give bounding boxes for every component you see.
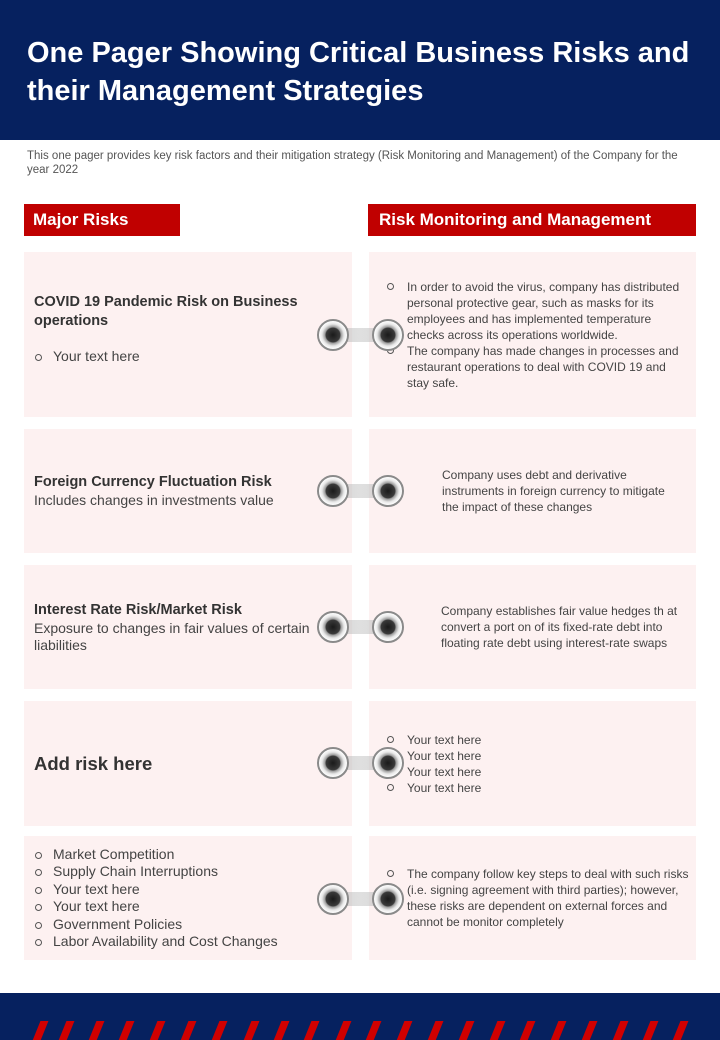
- mitigation-bullet: In order to avoid the virus, company has distributed personal protective gear, such as masks for its employees and has implemented temperature checks across its operations worldwide.: [384, 279, 682, 343]
- connector-ball-icon: [372, 883, 404, 915]
- footer-stripe: [180, 1021, 197, 1040]
- footer-stripe: [32, 1021, 49, 1040]
- connector-ball-icon: [317, 747, 349, 779]
- page-title: One Pager Showing Critical Business Risks and their Management Strategies: [27, 37, 690, 107]
- risk-card-interest-rate: [24, 565, 352, 689]
- mitigation-bullets: [384, 866, 690, 930]
- mitigation-card-other-risks: [369, 836, 696, 960]
- footer-stripe: [550, 1021, 567, 1040]
- connector-ball-icon: [372, 319, 404, 351]
- risk-monitoring-header: Risk Monitoring and Management: [368, 204, 696, 236]
- risk-bullet: Your text here: [34, 898, 338, 916]
- footer-stripe: [581, 1021, 598, 1040]
- major-risks-header: Major Risks: [24, 204, 180, 236]
- mitigation-card-covid: [369, 252, 696, 417]
- risk-bullets: [34, 348, 338, 366]
- risk-title: Foreign Currency Fluctuation Risk: [34, 474, 272, 490]
- connector-ball-icon: [372, 747, 404, 779]
- footer-stripe: [58, 1021, 75, 1040]
- footer-stripe: [118, 1021, 135, 1040]
- connector-ball-icon: [317, 611, 349, 643]
- risk-description: Exposure to changes in fair values of certain liabilities: [34, 619, 310, 653]
- risk-card-other-risks: [24, 836, 352, 960]
- risk-bullet: Labor Availability and Cost Changes: [34, 933, 338, 951]
- mitigation-bullet: Your text here: [384, 732, 682, 748]
- risk-card-covid: [24, 252, 352, 417]
- footer-stripe: [243, 1021, 260, 1040]
- risk-title: COVID 19 Pandemic Risk on Business operations: [34, 294, 298, 329]
- connector-ball-icon: [372, 475, 404, 507]
- mitigation-bullets: [384, 279, 682, 391]
- footer-stripe: [335, 1021, 352, 1040]
- risk-bullet: Your text here: [34, 348, 338, 366]
- mitigation-bullet: Your text here: [384, 764, 682, 780]
- footer-stripe: [273, 1021, 290, 1040]
- footer-stripe: [211, 1021, 228, 1040]
- footer-stripe: [489, 1021, 506, 1040]
- connector-ball-icon: [317, 475, 349, 507]
- mitigation-card-add-risk: [369, 701, 696, 826]
- mitigation-bullet: Your text here: [384, 780, 682, 796]
- risk-card-add-risk: [24, 701, 352, 826]
- footer-stripe: [672, 1021, 689, 1040]
- connector-ball-icon: [372, 611, 404, 643]
- risk-bullet: Your text here: [34, 881, 338, 899]
- risk-card-currency: [24, 429, 352, 553]
- risk-bullet: Market Competition: [34, 846, 338, 864]
- footer-stripe: [519, 1021, 536, 1040]
- mitigation-bullet: The company follow key steps to deal with such risks (i.e. signing agreement with third parties); however, these risks are dependent on external forces and cannot be monitor completely: [384, 866, 690, 930]
- footer-stripe: [642, 1021, 659, 1040]
- footer-stripe: [427, 1021, 444, 1040]
- mitigation-bullet: Your text here: [384, 748, 682, 764]
- footer-stripe: [149, 1021, 166, 1040]
- footer-stripe: [612, 1021, 629, 1040]
- risk-description: Includes changes in investments value: [34, 492, 274, 508]
- risk-bullet: Supply Chain Interruptions: [34, 863, 338, 881]
- connector-ball-icon: [317, 883, 349, 915]
- risk-bullets: [34, 846, 338, 951]
- footer-stripe: [396, 1021, 413, 1040]
- header-banner: [0, 0, 720, 140]
- mitigation-text: Company uses debt and derivative instruments in foreign currency to mitigate the impact of these changes: [442, 468, 665, 514]
- mitigation-card-interest-rate: [369, 565, 696, 689]
- risk-bullet: Government Policies: [34, 916, 338, 934]
- page-subtitle: This one pager provides key risk factors and their mitigation strategy (Risk Monitoring and Management) of the Company for the year 2022: [27, 150, 678, 176]
- mitigation-card-currency: [369, 429, 696, 553]
- footer-stripe: [88, 1021, 105, 1040]
- risk-title: Interest Rate Risk/Market Risk: [34, 601, 242, 618]
- footer-stripe: [458, 1021, 475, 1040]
- risk-title: Add risk here: [34, 752, 153, 774]
- mitigation-bullets: [384, 732, 682, 796]
- connector-ball-icon: [317, 319, 349, 351]
- footer-stripe: [365, 1021, 382, 1040]
- mitigation-bullet: The company has made changes in processes and restaurant operations to deal with COVID 19 and stay safe.: [384, 343, 682, 391]
- mitigation-text: Company establishes fair value hedges th at convert a port on of its fixed-rate debt into floating rate debt using interest-rate swaps: [441, 604, 678, 650]
- footer-band: [0, 993, 720, 1040]
- footer-stripe: [303, 1021, 320, 1040]
